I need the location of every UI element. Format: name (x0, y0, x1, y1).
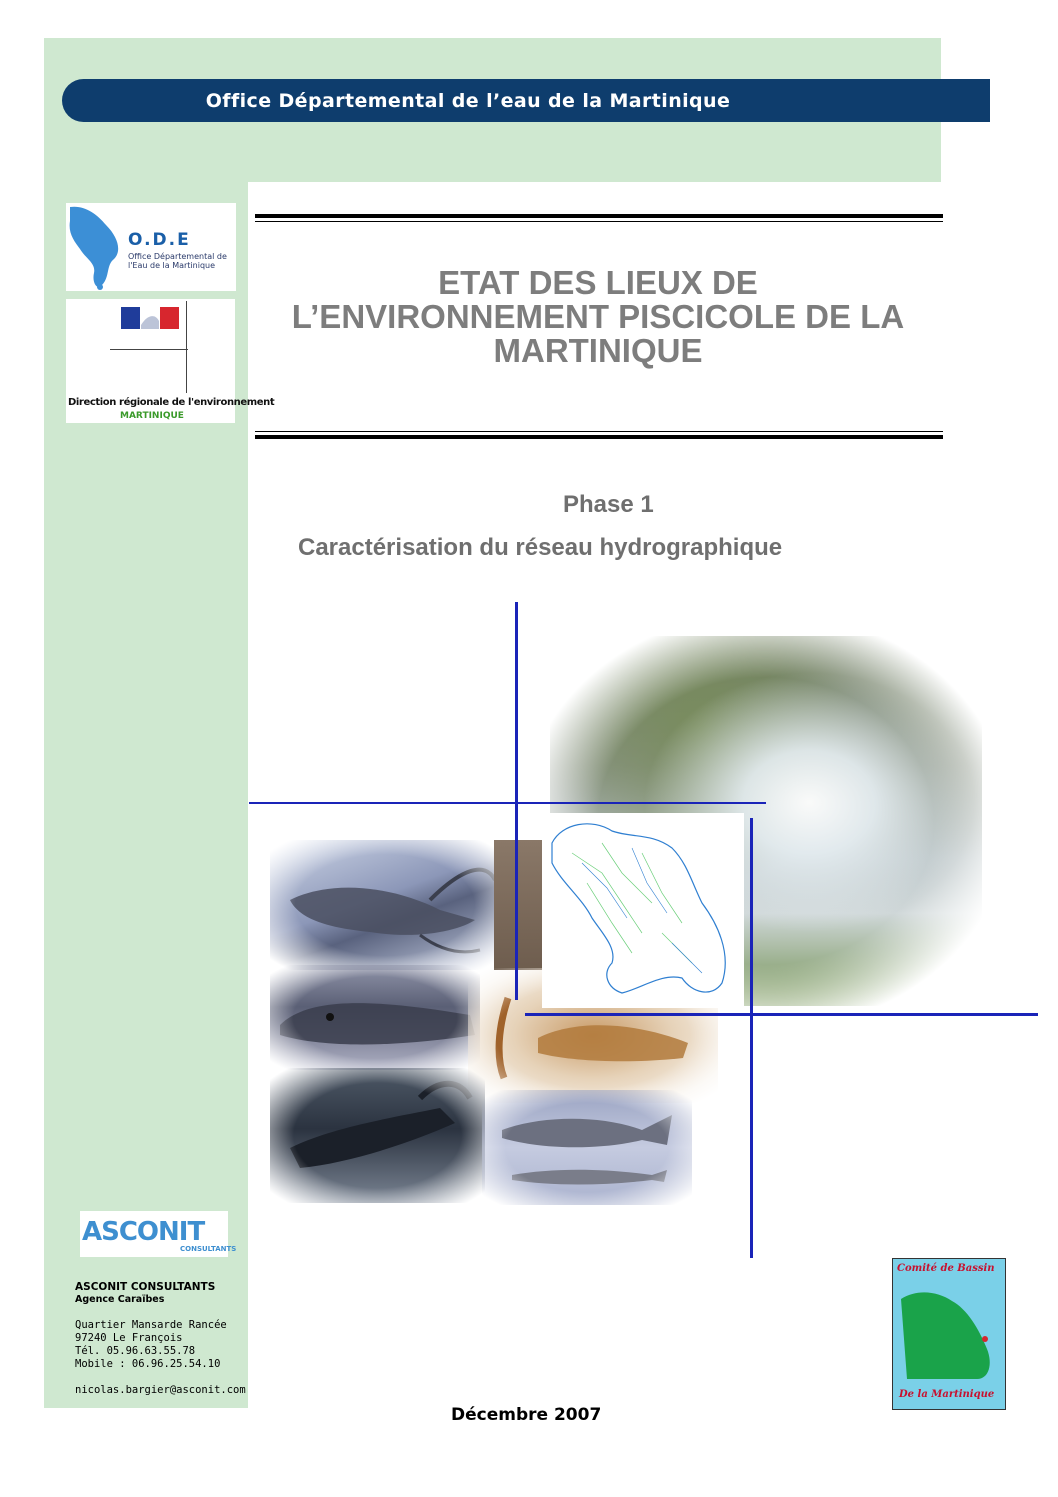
fish-silhouette-icon (482, 1090, 692, 1205)
address-line-2: 97240 Le François (75, 1332, 183, 1344)
ode-title: O.D.E (128, 230, 191, 250)
document-date: Décembre 2007 (451, 1405, 602, 1425)
blue-line-horizontal-bottom (525, 1013, 1038, 1016)
asconit-logo (80, 1211, 237, 1257)
comite-logo-top-text: Comité de Bassin (897, 1263, 995, 1274)
diren-divider-vertical (186, 301, 187, 393)
banner-text: Office Départemental de l’eau de la Martinique (205, 89, 731, 112)
asconit-logo-text: ASCONIT (82, 1217, 205, 1247)
ode-subtitle: Office Départemental de l'Eau de la Martinique (128, 252, 227, 270)
diren-logo (66, 299, 275, 423)
title-line-2: L’ENVIRONNEMENT PISCICOLE DE LA (291, 298, 905, 335)
title-rule-top-thin (255, 221, 943, 222)
comite-de-bassin-logo (892, 1258, 1006, 1410)
ode-logo (66, 203, 236, 291)
diren-label: Direction régionale de l'environnement (68, 397, 275, 408)
blue-line-vertical-right (750, 818, 753, 1258)
diren-divider-horizontal (110, 349, 188, 350)
french-flag-icon (121, 307, 179, 329)
asconit-logo-subtext: CONSULTANTS (180, 1245, 237, 1253)
diren-sublabel: MARTINIQUE (120, 411, 184, 421)
title-line-1: ETAT DES LIEUX DE (438, 264, 758, 301)
header-banner (62, 79, 990, 122)
hydrographic-map-icon (542, 813, 744, 1008)
title-rule-top-thick (255, 214, 943, 218)
goby-silhouette-icon (270, 965, 480, 1070)
shrimp-dark-silhouette-icon (270, 1068, 485, 1203)
address-line-1: Quartier Mansarde Rancée (75, 1319, 227, 1331)
title-line-3: MARTINIQUE (493, 332, 703, 369)
phone-line: Tél. 05.96.63.55.78 (75, 1345, 196, 1357)
martinique-map (542, 813, 744, 1008)
email-line: nicolas.bargier@asconit.com (75, 1384, 246, 1396)
shrimp-photo-1 (270, 840, 500, 970)
title-rule-bottom-thin (255, 431, 943, 432)
island-drop-icon (66, 203, 128, 291)
small-fish-photo (482, 1090, 692, 1205)
document-subtitle: Caractérisation du réseau hydrographique (298, 534, 783, 561)
agency-name: ASCONIT CONSULTANTS (75, 1281, 216, 1293)
phase-label: Phase 1 (563, 491, 654, 518)
title-rule-bottom-thick (255, 435, 943, 439)
shrimp-silhouette-icon (270, 840, 500, 970)
document-title (258, 266, 938, 368)
island-map-icon (897, 1279, 1001, 1384)
mobile-line: Mobile : 06.96.25.54.10 (75, 1358, 221, 1370)
agency-branch: Agence Caraïbes (75, 1294, 165, 1305)
blue-line-vertical-left (515, 602, 518, 1000)
shrimp-photo-2 (270, 1068, 485, 1203)
blue-line-horizontal-top (249, 802, 766, 804)
comite-logo-bottom-text: De la Martinique (899, 1389, 995, 1400)
goby-fish-photo (270, 965, 480, 1070)
